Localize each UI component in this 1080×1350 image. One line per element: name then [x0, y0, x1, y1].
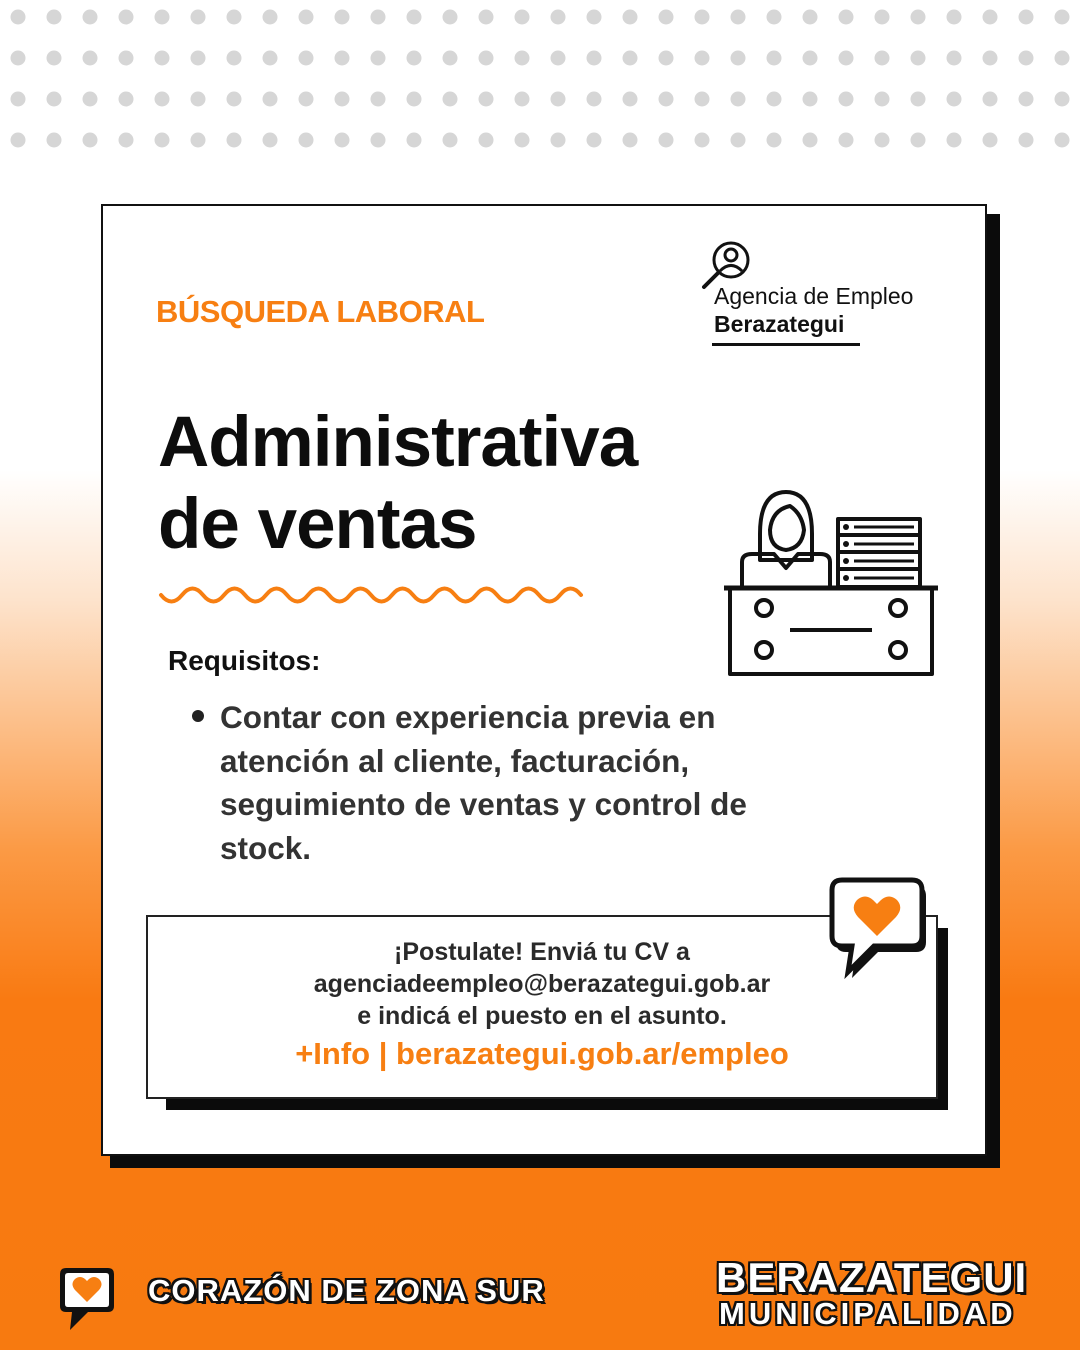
- pattern-dot: [371, 133, 386, 148]
- pattern-dot: [1055, 133, 1070, 148]
- pattern-dot: [155, 92, 170, 107]
- municipality-sub-text: MUNICIPALIDAD: [719, 1296, 1017, 1331]
- pattern-dot: [407, 92, 422, 107]
- pattern-dot: [263, 10, 278, 25]
- pattern-dot: [227, 92, 242, 107]
- pattern-dot: [839, 51, 854, 66]
- pattern-dot: [407, 51, 422, 66]
- pattern-dot: [479, 133, 494, 148]
- pattern-dot: [983, 10, 998, 25]
- pattern-dot: [191, 51, 206, 66]
- pattern-dot: [227, 51, 242, 66]
- dot-pattern: [0, 0, 1080, 170]
- pattern-dot: [947, 133, 962, 148]
- pattern-dot: [1055, 51, 1070, 66]
- pattern-dot: [155, 133, 170, 148]
- pattern-dot: [767, 92, 782, 107]
- pattern-dot: [11, 92, 26, 107]
- pattern-dot: [83, 133, 98, 148]
- cta-apply-text: ¡Postulate! Enviá tu CV a: [394, 938, 690, 966]
- pattern-dot: [731, 92, 746, 107]
- job-title-line2: de ventas: [158, 485, 477, 564]
- pattern-dot: [479, 92, 494, 107]
- pattern-dot: [299, 133, 314, 148]
- pattern-dot: [551, 133, 566, 148]
- pattern-dot: [875, 10, 890, 25]
- pattern-dot: [443, 133, 458, 148]
- agency-name: Agencia de Empleo: [714, 283, 914, 309]
- pattern-dot: [155, 10, 170, 25]
- pattern-dot: [515, 133, 530, 148]
- wave-divider: [157, 578, 597, 612]
- pattern-dot: [11, 133, 26, 148]
- pattern-dot: [371, 92, 386, 107]
- municipality-logo-text: BERAZATEGUI: [716, 1254, 1028, 1301]
- pattern-dot: [947, 51, 962, 66]
- pattern-dot: [875, 133, 890, 148]
- heart-chat-icon: [826, 872, 930, 986]
- pattern-dot: [119, 51, 134, 66]
- pattern-dot: [47, 92, 62, 107]
- pattern-dot: [191, 10, 206, 25]
- pattern-dot: [587, 133, 602, 148]
- pattern-dot: [983, 92, 998, 107]
- pattern-dot: [839, 133, 854, 148]
- pattern-dot: [911, 92, 926, 107]
- pattern-dot: [263, 51, 278, 66]
- cta-subject-text: e indicá el puesto en el asunto.: [357, 1002, 727, 1030]
- pattern-dot: [911, 133, 926, 148]
- pattern-dot: [803, 51, 818, 66]
- pattern-dot: [875, 92, 890, 107]
- pattern-dot: [47, 133, 62, 148]
- pattern-dot: [1019, 133, 1034, 148]
- pattern-dot: [731, 51, 746, 66]
- pattern-dot: [371, 10, 386, 25]
- pattern-dot: [443, 10, 458, 25]
- pattern-dot: [479, 10, 494, 25]
- pattern-dot: [83, 92, 98, 107]
- job-title: [158, 402, 637, 566]
- pattern-dot: [659, 92, 674, 107]
- pattern-dot: [83, 51, 98, 66]
- pattern-dot: [335, 92, 350, 107]
- pattern-dot: [623, 92, 638, 107]
- pattern-dot: [227, 10, 242, 25]
- pattern-dot: [443, 92, 458, 107]
- agency-underline: [712, 343, 860, 346]
- pattern-dot: [695, 10, 710, 25]
- job-title-line1: Administrativa: [158, 403, 638, 482]
- pattern-dot: [659, 133, 674, 148]
- pattern-dot: [839, 10, 854, 25]
- pattern-dot: [659, 51, 674, 66]
- pattern-dot: [263, 133, 278, 148]
- pattern-dot: [299, 51, 314, 66]
- list-bullet: [192, 710, 204, 722]
- pattern-dot: [515, 10, 530, 25]
- pattern-dot: [983, 133, 998, 148]
- pattern-dot: [515, 92, 530, 107]
- pattern-dot: [11, 10, 26, 25]
- pattern-dot: [119, 10, 134, 25]
- pattern-dot: [551, 51, 566, 66]
- cta-email[interactable]: agenciadeempleo@berazategui.gob.ar: [313, 970, 771, 998]
- pattern-dot: [155, 51, 170, 66]
- pattern-dot: [47, 10, 62, 25]
- agency-city: Berazategui: [714, 311, 845, 337]
- pattern-dot: [947, 92, 962, 107]
- pattern-dot: [479, 51, 494, 66]
- pattern-dot: [911, 51, 926, 66]
- pattern-dot: [299, 10, 314, 25]
- pattern-dot: [803, 10, 818, 25]
- pattern-dot: [911, 10, 926, 25]
- pattern-dot: [623, 51, 638, 66]
- pattern-dot: [659, 10, 674, 25]
- pattern-dot: [731, 10, 746, 25]
- pattern-dot: [623, 10, 638, 25]
- pattern-dot: [371, 51, 386, 66]
- pattern-dot: [1055, 10, 1070, 25]
- pattern-dot: [767, 133, 782, 148]
- pattern-dot: [407, 10, 422, 25]
- pattern-dot: [875, 51, 890, 66]
- pattern-dot: [407, 133, 422, 148]
- pattern-dot: [587, 51, 602, 66]
- pattern-dot: [803, 133, 818, 148]
- pattern-dot: [11, 51, 26, 66]
- requirements-label: Requisitos:: [168, 645, 321, 676]
- pattern-dot: [335, 133, 350, 148]
- pattern-dot: [587, 92, 602, 107]
- pattern-dot: [443, 51, 458, 66]
- requirement-item: Contar con experiencia previa en atención al cliente, facturación, seguimiento de ventas y control de stock.: [220, 699, 747, 866]
- pattern-dot: [623, 133, 638, 148]
- pattern-dot: [1055, 92, 1070, 107]
- pattern-dot: [767, 51, 782, 66]
- pattern-dot: [731, 133, 746, 148]
- pattern-dot: [263, 92, 278, 107]
- pattern-dot: [947, 10, 962, 25]
- pattern-dot: [191, 92, 206, 107]
- pattern-dot: [1019, 92, 1034, 107]
- pattern-dot: [335, 51, 350, 66]
- pattern-dot: [335, 10, 350, 25]
- pattern-dot: [803, 92, 818, 107]
- pattern-dot: [587, 10, 602, 25]
- pattern-dot: [119, 92, 134, 107]
- pattern-dot: [551, 10, 566, 25]
- footer-heart-chat-icon: [56, 1264, 118, 1334]
- pattern-dot: [767, 10, 782, 25]
- pattern-dot: [1019, 51, 1034, 66]
- job-kicker: BÚSQUEDA LABORAL: [156, 294, 485, 329]
- pattern-dot: [515, 51, 530, 66]
- pattern-dot: [1019, 10, 1034, 25]
- pattern-dot: [983, 51, 998, 66]
- pattern-dot: [839, 92, 854, 107]
- pattern-dot: [119, 133, 134, 148]
- pattern-dot: [191, 133, 206, 148]
- pattern-dot: [695, 92, 710, 107]
- desk-clerk-icon: [718, 484, 944, 680]
- pattern-dot: [299, 92, 314, 107]
- pattern-dot: [695, 51, 710, 66]
- pattern-dot: [47, 51, 62, 66]
- pattern-dot: [551, 92, 566, 107]
- pattern-dot: [695, 133, 710, 148]
- info-link[interactable]: +Info | berazategui.gob.ar/empleo: [295, 1036, 789, 1071]
- pattern-dot: [227, 133, 242, 148]
- footer-slogan: CORAZÓN DE ZONA SUR: [148, 1273, 545, 1308]
- pattern-dot: [83, 10, 98, 25]
